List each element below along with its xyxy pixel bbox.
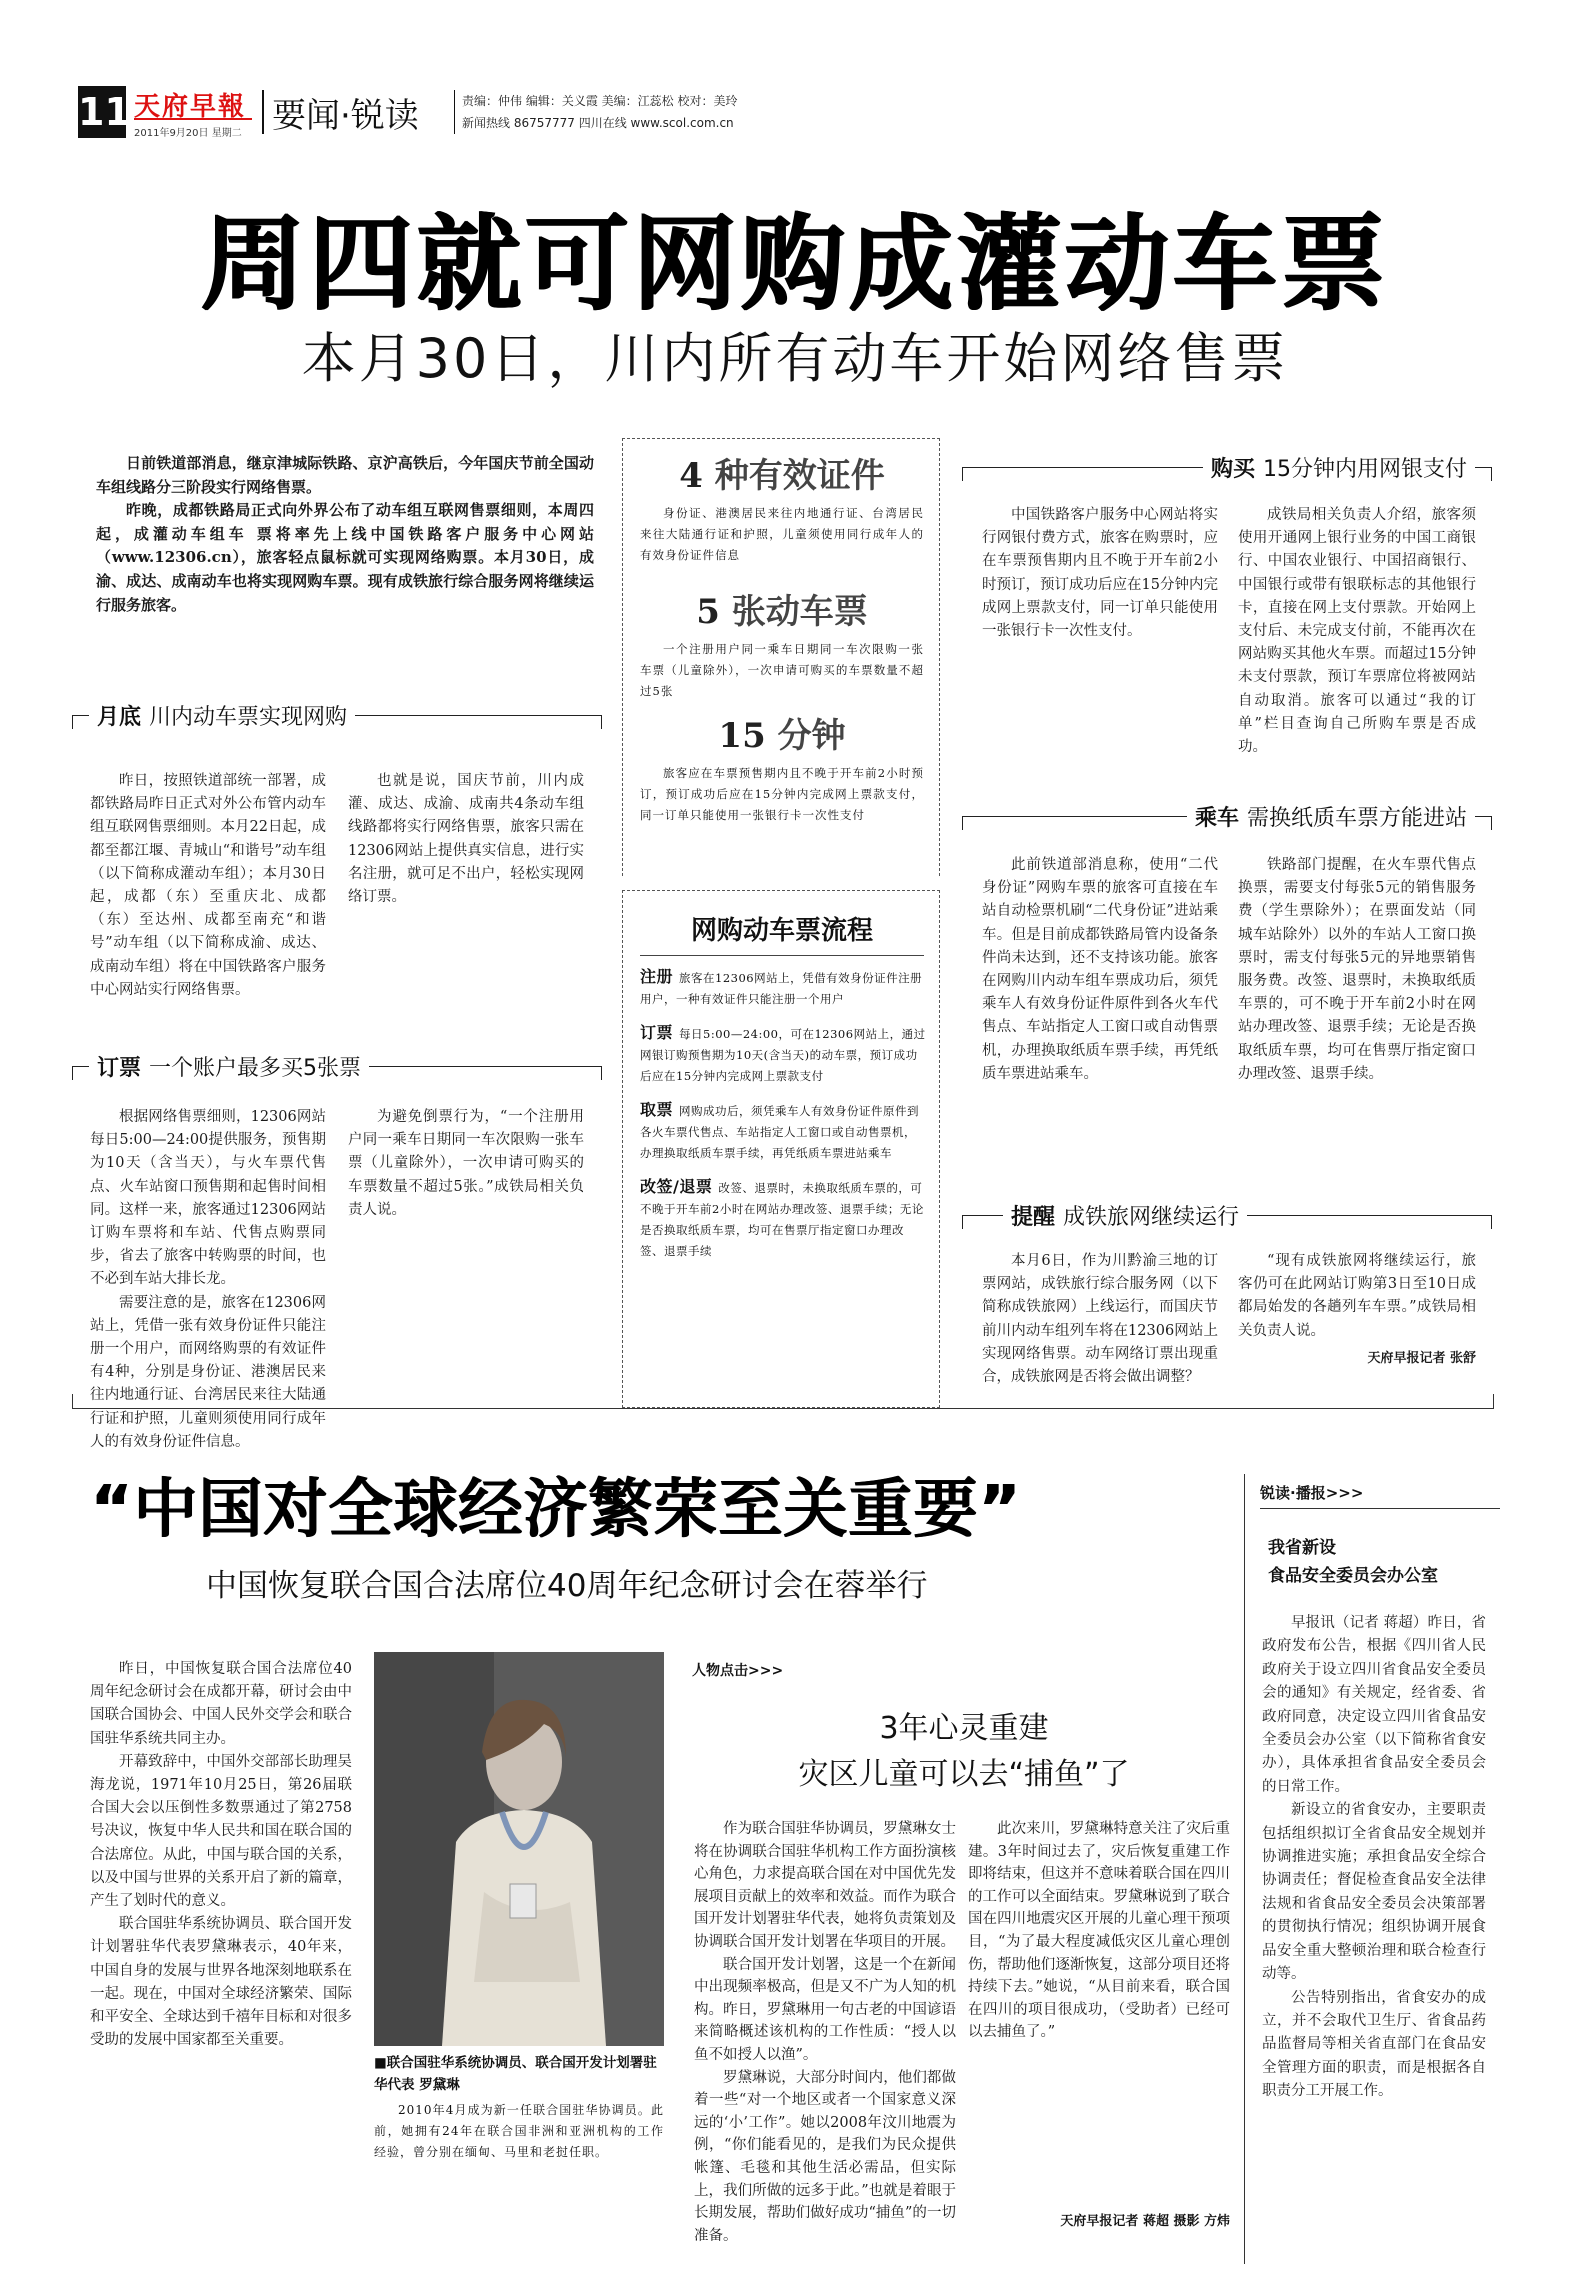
profile-col-2 xyxy=(968,1818,1230,2044)
story2-headline: “中国对全球经济繁荣至关重要” xyxy=(90,1473,1022,1547)
photo-caption-note: 2010年4月成为新一任联合国驻华协调员。此前，她拥有24年在联合国非洲和亚洲机构的工作经验，曾分别在缅甸、马里和老挝任职。 xyxy=(374,2103,664,2159)
sidebar-title-line-2: 食品安全委员会办公室 xyxy=(1268,1566,1438,1586)
section-key: 购买 xyxy=(1210,456,1255,482)
section-header-chengche xyxy=(962,801,1492,831)
paragraph: 铁路部门提醒，在火车票代售点换票，需要支付每张5元的销售服务费（学生票除外）；在票面发站（同城车站除外）以外的车站人工窗口换票时，需支付每张5元的异地票销售服务费。改签、退票时，未换取纸质车票的，可不晚于开车前2小时在网站办理改签、退票手续；无论是否换取纸质车票，均可在售票厅指定窗口办理改签、退票手续。 xyxy=(1238,857,1476,1082)
fact-number: 4 xyxy=(679,456,703,496)
paragraph: 作为联合国驻华协调员，罗黛琳女士将在协调联合国驻华机构工作方面扮演核心角色，力求提高联合国在对中国优先发展项目贡献上的效率和效益。而作为联合国开发计划署驻华代表，她将负责策划及协调联合国开发计划署在华项目的开展。 xyxy=(694,1821,956,1950)
step-key: 改签/退票 xyxy=(640,1177,713,1196)
step-key: 订票 xyxy=(640,1023,674,1042)
dingpiao-col-2 xyxy=(348,1106,584,1222)
dingpiao-col-1 xyxy=(90,1106,326,1454)
section-key: 月底 xyxy=(97,704,142,730)
step-text: 网购成功后，须凭乘车人有效身份证件原件到各火车票代售点、车站指定人工窗口或自动售票机，办理换取纸质车票手续，再凭纸质车票进站乘车 xyxy=(640,1104,920,1160)
sidebar-body xyxy=(1262,1612,1486,2104)
editor-credits: 责编：仲伟 编辑：关义霞 美编：江蕊松 校对：美玲 xyxy=(462,94,738,108)
sidebar-divider xyxy=(1244,1474,1245,2264)
profile-title-line-2: 灾区儿童可以去“捕鱼”了 xyxy=(798,1757,1130,1792)
process-title: 网购动车票流程 xyxy=(640,910,924,956)
photo-caption-title: ■联合国驻华系统协调员、联合国开发计划署驻华代表 罗黛琳 xyxy=(374,2055,657,2093)
step-text: 改签、退票时，未换取纸质车票的，可不晚于开车前2小时在网站办理改签、退票手续；无论是否换取纸质车票，均可在售票厅指定窗口办理改签、退票手续 xyxy=(640,1181,924,1258)
process-step xyxy=(640,1022,926,1087)
section-header-goumai xyxy=(962,452,1492,482)
paragraph: 根据网络售票细则，12306网站每日5:00—24:00提供服务，预售期为10天（含当天），与火车票代售点、火车站窗口预售期和起售时间相同。这样一来，旅客通过12306网站订购车票将和车站、代售点购票同步，省去了旅客中转购票的时间，也不必到车站大排长龙。 xyxy=(90,1109,326,1288)
sidebar-title xyxy=(1268,1534,1438,1590)
fact-number: 15 xyxy=(718,716,766,756)
section-title: 川内动车票实现网购 xyxy=(149,704,348,730)
section-key: 提醒 xyxy=(1011,1204,1056,1230)
chengche-col-1 xyxy=(982,854,1218,1086)
goumai-col-2 xyxy=(1238,504,1476,759)
story1-bottom-rule xyxy=(72,1408,1494,1409)
fact-text: 身份证、港澳居民来往内地通行证、台湾居民来往大陆通行证和护照，儿童须使用同行成年人的有效身份证件信息 xyxy=(640,506,924,562)
paragraph: 新设立的省食安办，主要职责包括组织拟订全省食品安全规划并协调推进实施；承担食品安全综合协调责任；督促检查食品安全法律法规和省食品安全委员会决策部署的贯彻执行情况；组织协调开展食品安全重大整顿治理和联合检查行动等。 xyxy=(1262,1802,1486,1983)
story1-lead xyxy=(96,452,594,617)
main-headline: 周四就可网购成灌动车票 xyxy=(200,203,1389,325)
paragraph: 联合国驻华系统协调员、联合国开发计划署驻华代表罗黛琳表示，40年来，中国自身的发展与世界各地深刻地联系在一起。现在，中国对全球经济繁荣、国际和平安全、全球达到千禧年目标和对很多受助的发展中国家都至关重要。 xyxy=(90,1916,352,2049)
paragraph: 此次来川，罗黛琳特意关注了灾后重建。3年时间过去了，灾后恢复重建工作即将结束，但这并不意味着联合国在四川的工作可以全面结束。罗黛琳说到了联合国在四川地震灾区开展的儿童心理干预项目，“为了最大程度减低灾区儿童心理创伤，帮助他们逐渐恢复，这部分项目还将持续下去。”她说，“从目前来看，联合国在四川的项目很成功，（受助者）已经可以去捕鱼了。” xyxy=(968,1821,1230,2041)
section-header-yuedi xyxy=(72,700,602,730)
news-hotline: 新闻热线 86757777 四川在线 www.scol.com.cn xyxy=(462,116,734,130)
page-header xyxy=(78,86,1518,142)
story2-subhead: 中国恢复联合国合法席位40周年纪念研讨会在蓉举行 xyxy=(206,1568,928,1604)
story1-bottom-tick xyxy=(72,1394,73,1408)
paragraph: 昨日，中国恢复联合国合法席位40周年纪念研讨会在成都开幕，研讨会由中国联合国协会、中国人民外交学会和联合国驻华系统共同主办。 xyxy=(90,1661,352,1747)
paragraph: 早报讯（记者 蒋超）昨日，省政府发布公告，根据《四川省人民政府关于设立四川省食品安全委员会的通知》有关规定，经省委、省政府同意，决定设立四川省食品安全委员会办公室（以下简称省食安办），具体承担省食品安全委员会的日常工作。 xyxy=(1262,1615,1486,1795)
paragraph: 成铁局相关负责人介绍，旅客须使用开通网上银行业务的中国工商银行、中国农业银行、中国招商银行、中国银行或带有银联标志的其他银行卡，直接在网上支付票款。开始网上支付后、未完成支付前，不能再次在网站购买其他火车票。而超过15分钟未支付票款，预订车票席位将被网站自动取消。旅客可以通过“我的订单”栏目查询自己所购车票是否成功。 xyxy=(1238,507,1476,756)
section-title: 15分钟内用网银支付 xyxy=(1263,456,1467,482)
header-divider-2 xyxy=(454,90,455,134)
paragraph: 罗黛琳说，大部分时间内，他们都做着一些“对一个地区或者一个国家意义深远的‘小’工作”。她以2008年汶川地震为例，“你们能看见的，是我们为民众提供帐篷、毛毯和其他生活必需品，但实际上，我们所做的远多于此。”也就是着眼于长期发展，帮助们做好成功“捕鱼”的一切准备。 xyxy=(694,2069,956,2244)
yuedi-col-1 xyxy=(90,770,326,1002)
fact-item xyxy=(640,448,924,566)
step-key: 取票 xyxy=(640,1100,674,1119)
tixing-col-2 xyxy=(1238,1250,1476,1370)
fact-unit: 张动车票 xyxy=(731,592,868,632)
process-step xyxy=(640,1176,926,1262)
paragraph: 开幕致辞中，中国外交部部长助理吴海龙说，1971年10月25日，第26届联合国大会以压倒性多数票通过了第2758号决议，恢复中华人民共和国在联合国的合法席位。从此，中国与联合国的关系，以及中国与世界的关系开启了新的篇章，产生了划时代的意义。 xyxy=(90,1753,352,1910)
photo-caption xyxy=(374,2052,664,2163)
section-header-tixing xyxy=(962,1200,1492,1230)
step-text: 每日5:00—24:00，可在12306网站上，通过网银订购预售期为10天(含当天)的动车票，预订成功后应在15分钟内完成网上票款支付 xyxy=(640,1027,926,1083)
profile-title xyxy=(692,1706,1236,1798)
process-steps xyxy=(640,966,926,1262)
person-photo-figure xyxy=(374,1652,664,2046)
profile-tag: 人物点击>>> xyxy=(692,1663,784,1679)
section-key: 订票 xyxy=(97,1055,142,1081)
story2-body xyxy=(90,1658,352,2052)
fact-item xyxy=(640,708,924,826)
paragraph: 联合国开发计划署，这是一个在新闻中出现频率极高，但是又不广为人知的机构。昨日，罗黛琳用一句古老的中国谚语来简略概述该机构的工作性质：“授人以鱼不如授人以渔”。 xyxy=(694,1956,956,2063)
person-photo xyxy=(374,1652,664,2046)
fact-unit: 分钟 xyxy=(777,716,846,756)
paragraph: 为避免倒票行为，“一个注册用户同一乘车日期同一车次限购一张车票（儿童除外），一次申请可购买的车票数量不超过5张。”成铁局相关负责人说。 xyxy=(348,1109,584,1218)
section-title: 成铁旅网继续运行 xyxy=(1063,1204,1240,1230)
page-number: 11 xyxy=(78,86,126,138)
section-title: 要闻·锐读 xyxy=(272,96,419,136)
fact-number: 5 xyxy=(696,592,720,632)
paragraph: 也就是说，国庆节前，川内成灌、成达、成渝、成南共4条动车组线路都将实行网络售票，旅客只需在12306网站上提供真实信息，进行实名注册，就可足不出户，轻松实现网络订票。 xyxy=(348,773,584,906)
paragraph: 需要注意的是，旅客在12306网站上，凭借一张有效身份证件只能注册一个用户，而网络购票的有效证件有4种，分别是身份证、港澳居民来往内地通行证、台湾居民来往大陆通行证和护照，儿童则须使用同行成年人的有效身份证件信息。 xyxy=(90,1294,326,1450)
fact-item xyxy=(640,584,924,702)
profile-col-1 xyxy=(694,1818,956,2247)
main-subhead: 本月30日，川内所有动车开始网络售票 xyxy=(301,327,1289,390)
lead-paragraph: 日前铁道部消息，继京津城际铁路、京沪高铁后，今年国庆节前全国动车组线路分三阶段实行网络售票。 xyxy=(96,454,594,496)
header-divider xyxy=(262,90,264,134)
paragraph: 此前铁道部消息称，使用“二代身份证”网购车票的旅客可直接在车站自动检票机刷“二代身份证”进站乘车。但是目前成都铁路局管内设备条件尚未达到，还不支持该功能。旅客在网购川内动车组车票成功后，须凭乘车人有效身份证件原件到各火车代售点、车站指定人工窗口或自动售票机，办理换取纸质车票手续，再凭纸质车票进站乘车。 xyxy=(982,857,1218,1082)
sidebar-tag-rule xyxy=(1260,1508,1500,1509)
lead-paragraph: 昨晚，成都铁路局正式向外界公布了动车组互联网售票细则，本周四起，成灌动车组车 票将率先上线中国铁路客户服务中心网站（www.12306.cn），旅客轻点鼠标就可实现网络购票。本月30日，成渝、成达、成南动车也将实现网购车票。现有成铁旅行综合服务网将继续运行服务旅客。 xyxy=(96,501,594,614)
sidebar-tag: 锐读·播报>>> xyxy=(1260,1484,1364,1502)
fact-unit: 种有效证件 xyxy=(714,456,885,496)
process-step xyxy=(640,1099,926,1164)
paragraph: 本月6日，作为川黔渝三地的订票网站，成铁旅行综合服务网（以下简称成铁旅网）上线运行，而国庆节前川内动车组列车将在12306网站上实现网络售票。动车网络订票出现重合，成铁旅网是否将会做出调整？ xyxy=(982,1253,1218,1386)
paragraph: “现有成铁旅网将继续运行，旅客仍可在此网站订购第3日至10日成都局始发的各趟列车车票。”成铁局相关负责人说。 xyxy=(1238,1253,1476,1339)
process-step xyxy=(640,966,926,1010)
story1-bottom-tick xyxy=(1493,1394,1494,1408)
chengche-col-2 xyxy=(1238,854,1476,1086)
fact-text: 一个注册用户同一乘车日期同一车次限购一张车票（儿童除外），一次申请可购买的车票数量不超过5张 xyxy=(640,642,924,698)
yuedi-col-2 xyxy=(348,770,584,909)
section-title: 需换纸质车票方能进站 xyxy=(1246,805,1467,831)
byline: 天府早报记者 张舒 xyxy=(1367,1350,1476,1366)
section-title: 一个账户最多买5张票 xyxy=(149,1055,362,1081)
issue-date: 2011年9月20日 星期二 xyxy=(134,128,242,139)
masthead-logo: 天府早報 xyxy=(134,86,252,120)
step-text: 旅客在12306网站上，凭借有效身份证件注册用户，一种有效证件只能注册一个用户 xyxy=(640,971,923,1006)
profile-title-line-1: 3年心灵重建 xyxy=(879,1711,1049,1746)
section-header-dingpiao xyxy=(72,1051,602,1081)
section-key: 乘车 xyxy=(1194,805,1239,831)
sidebar-title-line-1: 我省新设 xyxy=(1268,1538,1336,1558)
paragraph: 中国铁路客户服务中心网站将实行网银付费方式，旅客在购票时，应在车票预售期内且不晚于开车前2小时预订，预订成功后应在15分钟内完成网上票款支付，同一订单只能使用一张银行卡一次性支付。 xyxy=(982,507,1218,640)
paragraph: 公告特别指出，省食安办的成立，并不会取代卫生厅、省食品药品监督局等相关省直部门在食品安全管理方面的职责，而是根据各自职责分工开展工作。 xyxy=(1262,1989,1486,2100)
tixing-col-1 xyxy=(982,1250,1218,1389)
step-key: 注册 xyxy=(640,967,674,986)
fact-text: 旅客应在车票预售期内且不晚于开车前2小时预订，预订成功后应在15分钟内完成网上票款支付，同一订单只能使用一张银行卡一次性支付 xyxy=(640,766,924,822)
goumai-col-1 xyxy=(982,504,1218,643)
profile-byline: 天府早报记者 蒋超 摄影 方炜 xyxy=(1060,2214,1230,2229)
paragraph: 昨日，按照铁道部统一部署，成都铁路局昨日正式对外公布管内动车组互联网售票细则。本月22日起，成都至都江堰、青城山“和谐号”动车组（以下简称成灌动车组）；本月30日起，成都（东）至重庆北、成都（东）至达州、成都至南充“和谐号”动车组（以下简称成渝、成达、成南动车组）将在中国铁路客户服务中心网站实行网络售票。 xyxy=(90,773,326,998)
